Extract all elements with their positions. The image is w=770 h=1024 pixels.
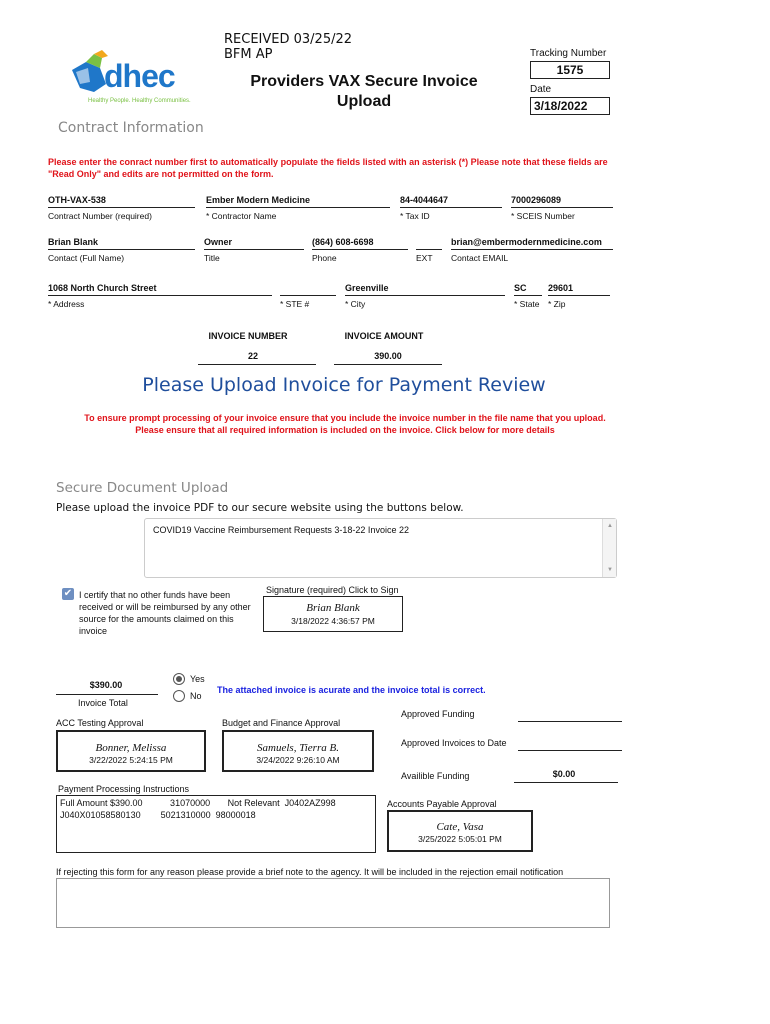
title-label: Title [204, 253, 220, 263]
tax-id-value: 84-4044647 [400, 195, 449, 205]
payment-instructions-field[interactable] [56, 795, 376, 853]
ste-label: * STE # [280, 299, 310, 309]
yes-radio[interactable] [173, 673, 185, 685]
received-date: RECEIVED 03/25/22 [224, 32, 353, 47]
signature-box[interactable] [263, 596, 403, 632]
signature-label: Signature (required) Click to Sign [266, 585, 399, 595]
ext-label: EXT [416, 253, 433, 263]
payment-instructions-line1: Full Amount $390.00 31070000 Not Relevant J0402AZ998 [60, 798, 336, 808]
contractor-name-label: * Contractor Name [206, 211, 277, 221]
zip-label: * Zip [548, 299, 566, 309]
city-label: * City [345, 299, 366, 309]
phone-label: Phone [312, 253, 337, 263]
sceis-number-label: * SCEIS Number [511, 211, 575, 221]
invoice-number-label: INVOICE NUMBER [208, 331, 288, 341]
contact-value[interactable]: Brian Blank [48, 237, 99, 247]
signature-name: Brian Blank [306, 602, 360, 614]
page-title [230, 72, 498, 112]
invoice-number-value[interactable]: 22 [247, 351, 258, 361]
contract-number-label: Contract Number (required) [48, 211, 152, 221]
upload-instructions-line1: To ensure prompt processing of your invoice ensure that you include the invoice number in the file name that you upload. [84, 413, 606, 423]
state-value: SC [514, 283, 527, 293]
file-box-scrollbar[interactable] [602, 519, 616, 577]
ap-approval-box[interactable] [387, 810, 533, 852]
invoice-correct-statement: The attached invoice is acurate and the invoice total is correct. [217, 685, 486, 695]
signature-date: 3/18/2022 4:36:57 PM [291, 616, 375, 626]
date-field[interactable]: 3/18/2022 [530, 97, 610, 115]
invoice-amount-value[interactable]: 390.00 [374, 351, 402, 361]
budget-approver-name: Samuels, Tierra B. [257, 742, 339, 754]
budget-approval-date: 3/24/2022 9:26:10 AM [256, 755, 340, 765]
invoice-total-label: Invoice Total [78, 698, 128, 708]
acc-approval-box[interactable] [56, 730, 206, 772]
ap-approver-name: Cate, Vasa [436, 821, 484, 833]
tracking-number-field[interactable]: 1575 [530, 61, 610, 79]
payment-instructions-label: Payment Processing Instructions [58, 784, 190, 794]
scroll-down-icon[interactable]: ▼ [607, 567, 613, 573]
upload-instructions [40, 412, 650, 436]
yes-radio-dot [176, 676, 182, 682]
received-stamp [224, 32, 352, 62]
sceis-number-value: 7000296089 [511, 195, 562, 205]
acc-approval-label: ACC Testing Approval [56, 718, 144, 728]
uploaded-file-name: COVID19 Vaccine Reimbursement Requests 3-18-22 Invoice 22 [153, 525, 409, 535]
invoice-total-value: $390.00 [89, 680, 123, 690]
approved-funding-label: Approved Funding [401, 709, 475, 719]
dhec-logo [66, 48, 198, 108]
date-label: Date [530, 84, 552, 95]
no-radio[interactable] [173, 690, 185, 702]
upload-instructions-line2[interactable]: Please ensure that all required information is included on the invoice. Click below for more details [135, 425, 555, 435]
state-label: * State [514, 299, 540, 309]
logo-wordmark: dhec [104, 58, 175, 94]
page-title-line1: Providers VAX Secure Invoice [250, 73, 478, 90]
ap-approval-date: 3/25/2022 5:05:01 PM [418, 834, 502, 844]
email-label: Contact EMAIL [451, 253, 509, 263]
page-title-line2: Upload [336, 93, 392, 110]
scroll-up-icon[interactable]: ▲ [607, 523, 613, 529]
city-value: Greenville [345, 283, 389, 293]
budget-approval-box[interactable] [222, 730, 374, 772]
logo-tagline: Healthy People. Healthy Communities. [88, 98, 191, 104]
contract-notice: Please enter the conract number first to automatically populate the fields listed with an asterisk (*) Please note that these fields are "Read Only" and edits are not permitted on the form. [48, 157, 608, 179]
yes-label: Yes [190, 674, 205, 684]
upload-heading: Please Upload Invoice for Payment Review [142, 374, 546, 396]
certify-checkbox[interactable]: ✔ [63, 588, 73, 599]
ap-approval-label: Accounts Payable Approval [387, 799, 497, 809]
available-funding-value: $0.00 [552, 769, 576, 779]
email-value[interactable]: brian@embermodernmedicine.com [451, 237, 602, 247]
available-funding-label: Availible Funding [401, 771, 470, 781]
uploaded-file-box[interactable] [144, 518, 617, 578]
tax-id-label: * Tax ID [400, 211, 430, 221]
acc-approval-date: 3/22/2022 5:24:15 PM [89, 755, 173, 765]
address-label: * Address [48, 299, 85, 309]
contractor-name-value: Ember Modern Medicine [206, 195, 311, 205]
received-dept: BFM AP [224, 47, 273, 62]
budget-approval-label: Budget and Finance Approval [222, 718, 341, 728]
address-value: 1068 North Church Street [48, 283, 157, 293]
contact-label: Contact (Full Name) [48, 253, 125, 263]
rejection-label: If rejecting this form for any reason please provide a brief note to the agency. It will be included in the rejection email notification [56, 867, 564, 877]
title-value[interactable]: Owner [204, 237, 233, 247]
secure-upload-title: Secure Document Upload [56, 480, 229, 496]
payment-instructions-line2: J040X01058580130 5021310000 98000018 [60, 810, 256, 820]
invoice-amount-label: INVOICE AMOUNT [344, 331, 424, 341]
zip-value: 29601 [548, 283, 574, 293]
certify-text: I certify that no other funds have been received or will be reimbursed by any other source for the amounts claimed on this invoice [79, 590, 251, 636]
contract-number-value[interactable]: OTH-VAX-538 [48, 195, 106, 205]
phone-value[interactable]: (864) 608-6698 [312, 237, 374, 247]
upload-description: Please upload the invoice PDF to our secure website using the buttons below. [56, 502, 464, 514]
rejection-note-field[interactable] [56, 878, 610, 928]
approved-invoices-label: Approved Invoices to Date [401, 738, 507, 748]
acc-approver-name: Bonner, Melissa [95, 742, 167, 754]
contract-section-title: Contract Information [58, 120, 204, 136]
tracking-label: Tracking Number [530, 48, 607, 59]
no-label: No [190, 691, 202, 701]
